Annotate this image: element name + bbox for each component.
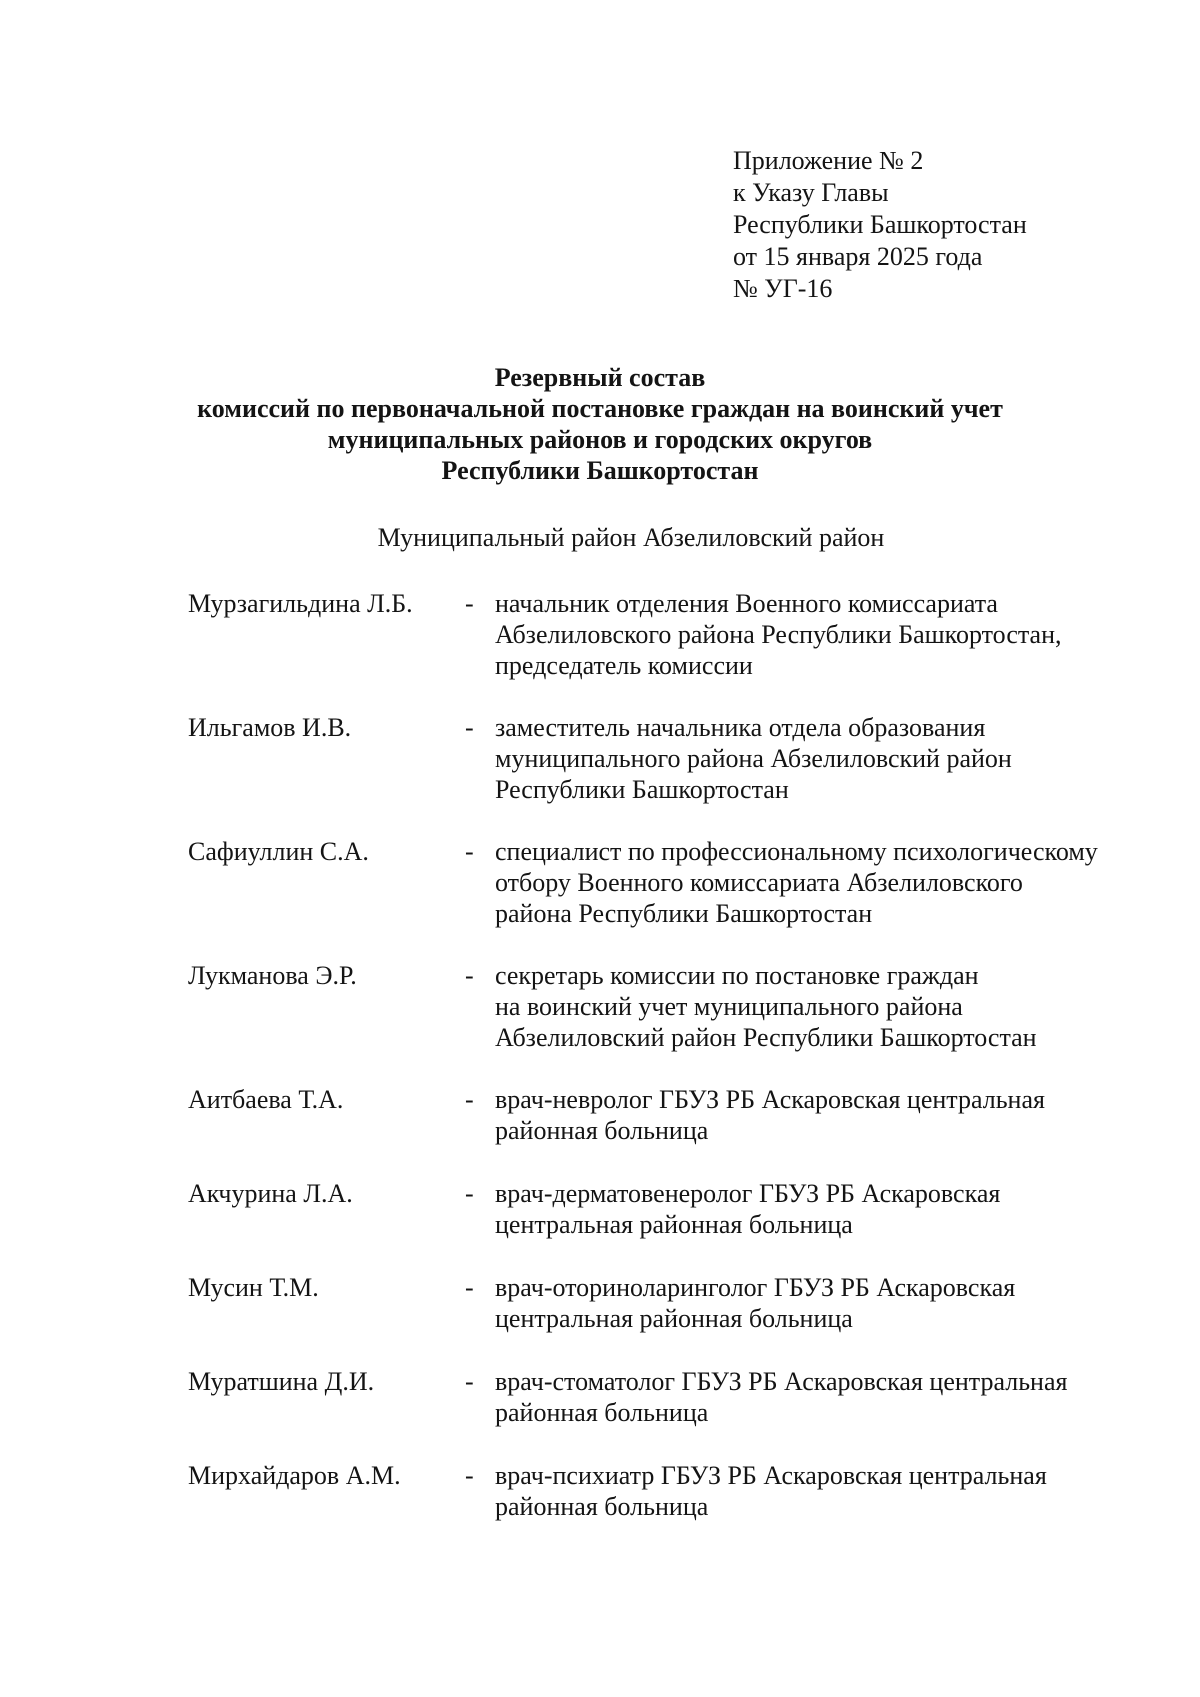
role-line: районная больница [495, 1398, 709, 1427]
role-line: заместитель начальника отдела образования [495, 713, 986, 742]
role-line: центральная районная больница [495, 1210, 853, 1239]
member-name: Ильгамов И.В. [188, 713, 352, 742]
member-name: Мусин Т.М. [188, 1273, 319, 1302]
role-line: врач-оториноларинголог ГБУЗ РБ Аскаровская [495, 1273, 1016, 1302]
member-role [495, 1366, 1135, 1428]
appendix-line: Республики Башкортостан [733, 210, 1027, 239]
appendix-line: Приложение № 2 [733, 146, 924, 175]
member-role [495, 712, 1135, 805]
separator-dash: - [465, 1367, 474, 1396]
separator-dash: - [465, 1461, 474, 1490]
member-name: Муратшина Д.И. [188, 1367, 375, 1396]
role-line: врач-невролог ГБУЗ РБ Аскаровская центральная [495, 1085, 1045, 1114]
appendix-line: № УГ-16 [733, 274, 833, 303]
role-line: муниципального района Абзелиловский район [495, 744, 1012, 773]
role-line: Республики Башкортостан [495, 775, 789, 804]
role-line: районная больница [495, 1492, 709, 1521]
member-name: Мурзагильдина Л.Б. [188, 589, 413, 618]
role-line: района Республики Башкортостан [495, 899, 873, 928]
appendix-block [733, 145, 1027, 305]
member-name: Сафиуллин С.А. [188, 837, 369, 866]
role-line: районная больница [495, 1116, 709, 1145]
member-name: Мирхайдаров А.М. [188, 1461, 401, 1490]
role-line: отбору Военного комиссариата Абзелиловского [495, 868, 1023, 897]
title-line: Резервный состав [494, 363, 706, 392]
appendix-line: к Указу Главы [733, 178, 889, 207]
separator-dash: - [465, 1273, 474, 1302]
title-line: муниципальных районов и городских округов [327, 425, 873, 454]
title-line: комиссий по первоначальной постановке граждан на воинский учет [197, 394, 1003, 423]
role-line: председатель комиссии [495, 651, 753, 680]
member-role [495, 1084, 1135, 1146]
member-role [495, 960, 1135, 1053]
role-line: врач-дерматовенеролог ГБУЗ РБ Аскаровская [495, 1179, 1001, 1208]
member-role [495, 1460, 1135, 1522]
separator-dash: - [465, 713, 474, 742]
role-line: врач-стоматолог ГБУЗ РБ Аскаровская центральная [495, 1367, 1068, 1396]
role-line: центральная районная больница [495, 1304, 853, 1333]
separator-dash: - [465, 837, 474, 866]
member-role [495, 588, 1135, 681]
appendix-line: от 15 января 2025 года [733, 242, 983, 271]
role-line: на воинский учет муниципального района [495, 992, 963, 1021]
member-name: Акчурина Л.А. [188, 1179, 353, 1208]
role-line: специалист по профессиональному психологическому [495, 837, 1098, 866]
separator-dash: - [465, 1179, 474, 1208]
member-role [495, 836, 1135, 929]
member-role [495, 1178, 1135, 1240]
separator-dash: - [465, 589, 474, 618]
role-line: Абзелиловского района Республики Башкортостан, [495, 620, 1062, 649]
member-name: Лукманова Э.Р. [188, 961, 357, 990]
role-line: врач-психиатр ГБУЗ РБ Аскаровская центральная [495, 1461, 1047, 1490]
role-line: секретарь комиссии по постановке граждан [495, 961, 979, 990]
separator-dash: - [465, 961, 474, 990]
role-line: начальник отделения Военного комиссариата [495, 589, 998, 618]
district-heading: Муниципальный район Абзелиловский район [377, 523, 885, 552]
title-line: Республики Башкортостан [441, 456, 759, 485]
role-line: Абзелиловский район Республики Башкортостан [495, 1023, 1037, 1052]
separator-dash: - [465, 1085, 474, 1114]
document-title [0, 362, 1200, 486]
member-role [495, 1272, 1135, 1334]
member-name: Аитбаева Т.А. [188, 1085, 344, 1114]
